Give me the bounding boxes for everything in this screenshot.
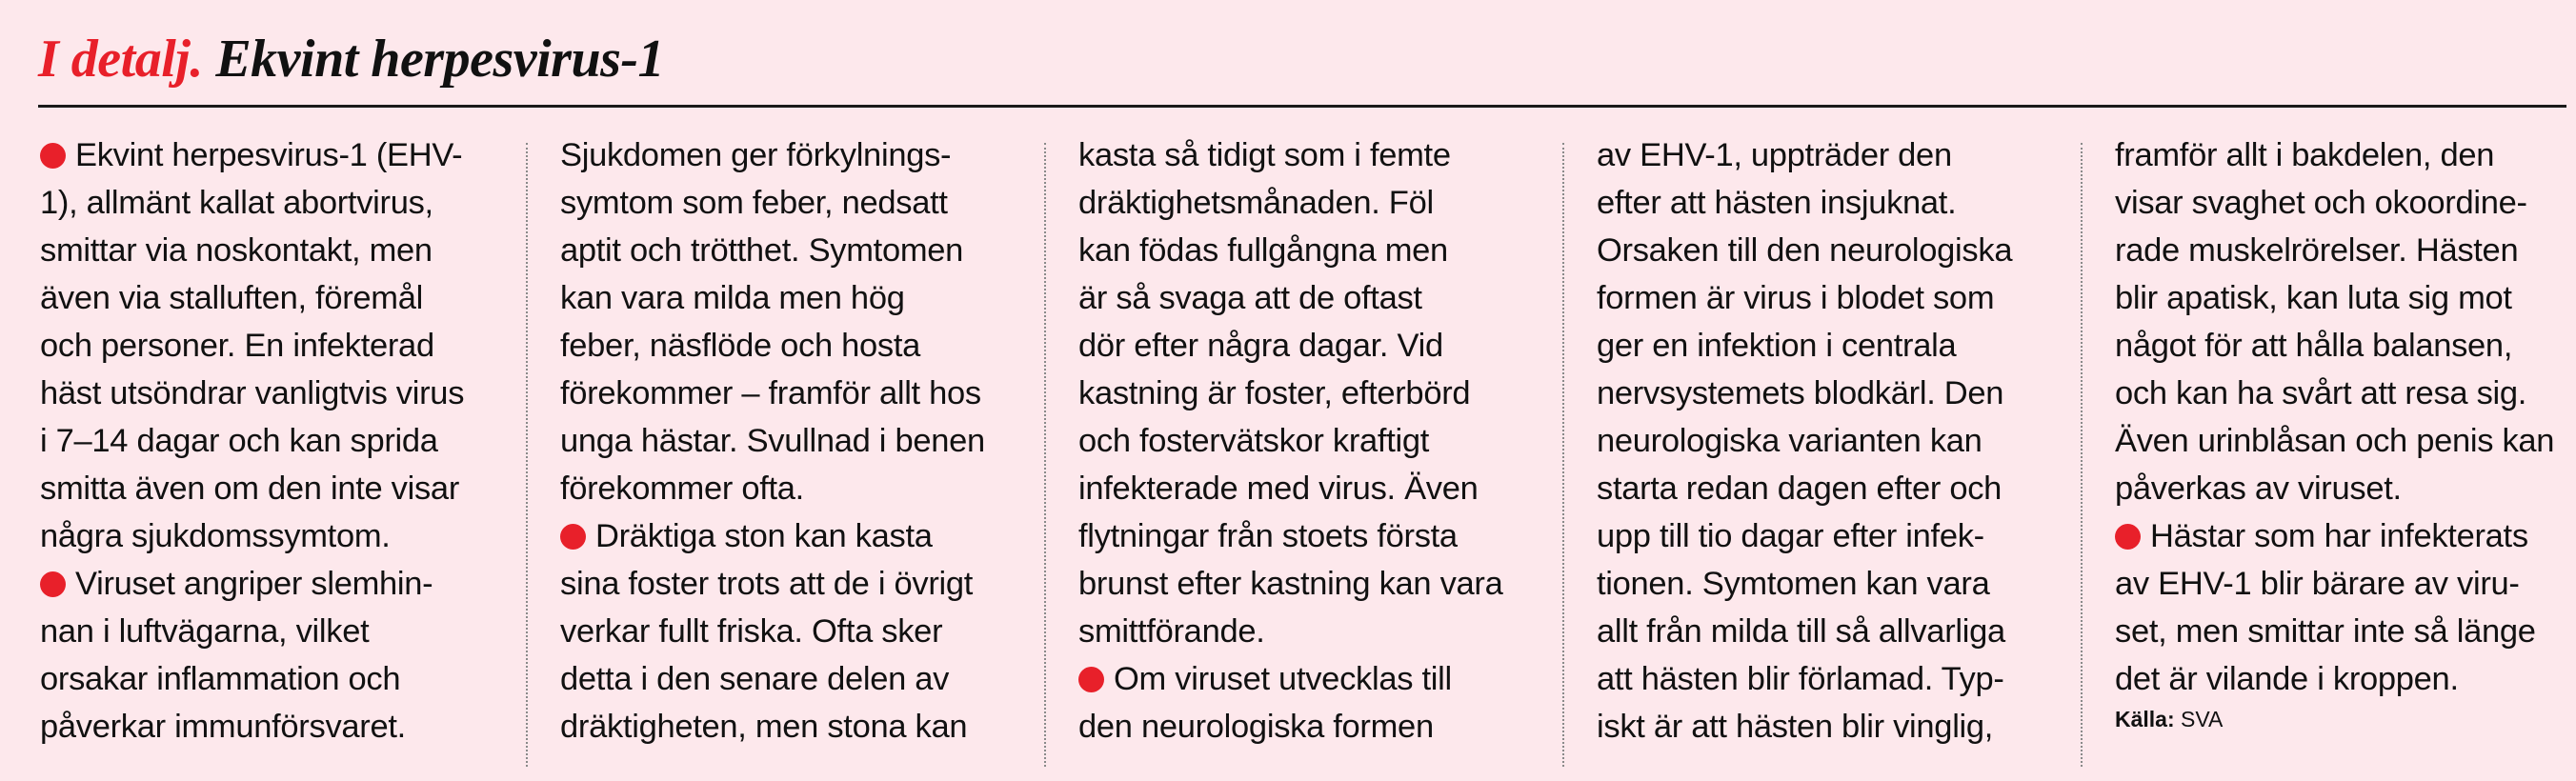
text-line bbox=[1597, 274, 2102, 322]
text-line bbox=[2115, 274, 2576, 322]
text-line bbox=[40, 370, 545, 417]
text-line bbox=[40, 560, 545, 608]
title-kicker: I detalj. bbox=[38, 30, 203, 89]
red-bullet-icon bbox=[1078, 667, 1104, 692]
text-line bbox=[560, 465, 1065, 512]
text-line bbox=[1597, 608, 2102, 655]
text-line bbox=[1597, 465, 2102, 512]
line-text: unga hästar. Svullnad i benen bbox=[560, 423, 985, 459]
text-line bbox=[560, 322, 1065, 370]
line-text: Viruset angriper slemhin- bbox=[75, 566, 433, 602]
line-text: dräktighetsmånaden. Föl bbox=[1078, 185, 1434, 221]
text-line bbox=[560, 417, 1065, 465]
text-line bbox=[1597, 131, 2102, 179]
text-line bbox=[40, 274, 545, 322]
line-text: och fostervätskor kraftigt bbox=[1078, 423, 1430, 459]
column-divider bbox=[2081, 143, 2083, 767]
text-line bbox=[40, 655, 545, 703]
line-text: 1), allmänt kallat abortvirus, bbox=[40, 185, 433, 221]
text-line bbox=[560, 131, 1065, 179]
text-line bbox=[1078, 322, 1583, 370]
text-line bbox=[1078, 560, 1583, 608]
text-line bbox=[2115, 655, 2576, 703]
line-text: aptit och trötthet. Symtomen bbox=[560, 232, 964, 269]
text-line bbox=[1078, 274, 1583, 322]
infobox-title bbox=[38, 21, 664, 97]
line-text: formen är virus i blodet som bbox=[1597, 280, 1995, 316]
line-text: och kan ha svårt att resa sig. bbox=[2115, 375, 2527, 411]
text-line bbox=[560, 179, 1065, 227]
line-text: sina foster trots att de i övrigt bbox=[560, 566, 974, 602]
text-line bbox=[2115, 131, 2576, 179]
text-line bbox=[2115, 322, 2576, 370]
line-text: Orsaken till den neurologiska bbox=[1597, 232, 2013, 269]
line-text: flytningar från stoets första bbox=[1078, 518, 1458, 554]
line-text: Hästar som har infekterats bbox=[2150, 518, 2528, 554]
text-line bbox=[2115, 465, 2576, 512]
line-text: verkar fullt friska. Ofta sker bbox=[560, 613, 943, 650]
text-line bbox=[2115, 512, 2576, 560]
text-line bbox=[1597, 179, 2102, 227]
line-text: i 7–14 dagar och kan sprida bbox=[40, 423, 438, 459]
text-column-5 bbox=[2115, 131, 2576, 735]
column-divider bbox=[526, 143, 528, 767]
line-text: av EHV-1 blir bärare av viru- bbox=[2115, 566, 2520, 602]
text-line bbox=[560, 560, 1065, 608]
text-line bbox=[40, 608, 545, 655]
line-text: Ekvint herpesvirus-1 (EHV- bbox=[75, 137, 463, 173]
column-divider bbox=[1562, 143, 1564, 767]
line-text: tionen. Symtomen kan vara bbox=[1597, 566, 1990, 602]
text-line bbox=[40, 131, 545, 179]
line-text: några sjukdomssymtom. bbox=[40, 518, 391, 554]
text-line bbox=[1078, 512, 1583, 560]
line-text: smitta även om den inte visar bbox=[40, 471, 460, 507]
line-text: infekterade med virus. Även bbox=[1078, 471, 1479, 507]
line-text: dräktigheten, men stona kan bbox=[560, 709, 968, 745]
text-line bbox=[1078, 465, 1583, 512]
text-column-2 bbox=[560, 131, 1065, 751]
line-text: smittförande. bbox=[1078, 613, 1265, 650]
text-line bbox=[2115, 417, 2576, 465]
title-headline: Ekvint herpesvirus-1 bbox=[215, 30, 665, 89]
text-line bbox=[1078, 179, 1583, 227]
line-text: kasta så tidigt som i femte bbox=[1078, 137, 1451, 173]
line-text: häst utsöndrar vanligtvis virus bbox=[40, 375, 465, 411]
line-text: ger en infektion i centrala bbox=[1597, 328, 1957, 364]
text-line bbox=[1597, 703, 2102, 751]
text-line bbox=[1597, 322, 2102, 370]
text-line bbox=[1597, 512, 2102, 560]
line-text: förekommer – framför allt hos bbox=[560, 375, 981, 411]
text-line bbox=[1078, 655, 1583, 703]
text-line bbox=[2115, 227, 2576, 274]
text-line bbox=[1078, 131, 1583, 179]
line-text: den neurologiska formen bbox=[1078, 709, 1434, 745]
text-line bbox=[560, 274, 1065, 322]
text-line bbox=[2115, 560, 2576, 608]
line-text: kan vara milda men hög bbox=[560, 280, 905, 316]
line-text: Dräktiga ston kan kasta bbox=[595, 518, 933, 554]
line-text: förekommer ofta. bbox=[560, 471, 804, 507]
text-line bbox=[560, 608, 1065, 655]
text-line bbox=[1597, 227, 2102, 274]
line-text: Sjukdomen ger förkylnings- bbox=[560, 137, 952, 173]
line-text: även via stalluften, föremål bbox=[40, 280, 423, 316]
text-line bbox=[1597, 655, 2102, 703]
column-divider bbox=[1044, 143, 1046, 767]
text-line bbox=[1078, 703, 1583, 751]
line-text: blir apatisk, kan luta sig mot bbox=[2115, 280, 2512, 316]
text-line bbox=[560, 655, 1065, 703]
red-bullet-icon bbox=[560, 524, 586, 550]
line-text: kastning är foster, efterbörd bbox=[1078, 375, 1471, 411]
line-text: dör efter några dagar. Vid bbox=[1078, 328, 1443, 364]
text-line bbox=[1078, 608, 1583, 655]
line-text: visar svaghet och okoordine- bbox=[2115, 185, 2527, 221]
source-name: SVA bbox=[2181, 707, 2224, 731]
line-text: det är vilande i kroppen. bbox=[2115, 661, 2459, 697]
text-line bbox=[40, 322, 545, 370]
line-text: iskt är att hästen blir vinglig, bbox=[1597, 709, 1994, 745]
line-text: rade muskelrörelser. Hästen bbox=[2115, 232, 2519, 269]
text-line bbox=[2115, 370, 2576, 417]
source-credit bbox=[2115, 703, 2576, 735]
text-column-1 bbox=[40, 131, 545, 751]
text-line bbox=[1078, 417, 1583, 465]
line-text: av EHV-1, uppträder den bbox=[1597, 137, 1952, 173]
red-bullet-icon bbox=[2115, 524, 2141, 550]
line-text: Om viruset utvecklas till bbox=[1114, 661, 1452, 697]
line-text: påverkas av viruset. bbox=[2115, 471, 2402, 507]
line-text: att hästen blir förlamad. Typ- bbox=[1597, 661, 2004, 697]
red-bullet-icon bbox=[40, 143, 66, 169]
text-line bbox=[1597, 560, 2102, 608]
line-text: feber, näsflöde och hosta bbox=[560, 328, 921, 364]
text-line bbox=[2115, 608, 2576, 655]
line-text: upp till tio dagar efter infek- bbox=[1597, 518, 1984, 554]
text-line bbox=[40, 512, 545, 560]
text-line bbox=[1597, 417, 2102, 465]
line-text: allt från milda till så allvarliga bbox=[1597, 613, 2005, 650]
line-text: starta redan dagen efter och bbox=[1597, 471, 2002, 507]
line-text: Även urinblåsan och penis kan bbox=[2115, 423, 2555, 459]
text-line bbox=[40, 703, 545, 751]
title-rule bbox=[38, 105, 2566, 108]
text-line bbox=[40, 179, 545, 227]
line-text: brunst efter kastning kan vara bbox=[1078, 566, 1503, 602]
text-column-4 bbox=[1597, 131, 2102, 751]
text-line bbox=[560, 512, 1065, 560]
text-line bbox=[560, 227, 1065, 274]
line-text: kan födas fullgångna men bbox=[1078, 232, 1448, 269]
text-line bbox=[560, 703, 1065, 751]
line-text: påverkar immunförsvaret. bbox=[40, 709, 406, 745]
line-text: orsakar inflammation och bbox=[40, 661, 401, 697]
line-text: och personer. En infekterad bbox=[40, 328, 434, 364]
line-text: detta i den senare delen av bbox=[560, 661, 950, 697]
line-text: symtom som feber, nedsatt bbox=[560, 185, 948, 221]
line-text: efter att hästen insjuknat. bbox=[1597, 185, 1957, 221]
line-text: nan i luftvägarna, vilket bbox=[40, 613, 370, 650]
text-line bbox=[560, 370, 1065, 417]
text-line bbox=[2115, 179, 2576, 227]
source-label: Källa: bbox=[2115, 707, 2175, 731]
line-text: är så svaga att de oftast bbox=[1078, 280, 1422, 316]
text-line bbox=[40, 417, 545, 465]
text-line bbox=[40, 227, 545, 274]
line-text: neurologiska varianten kan bbox=[1597, 423, 1982, 459]
text-line bbox=[1078, 370, 1583, 417]
line-text: smittar via noskontakt, men bbox=[40, 232, 433, 269]
line-text: framför allt i bakdelen, den bbox=[2115, 137, 2495, 173]
text-column-3 bbox=[1078, 131, 1583, 751]
line-text: set, men smittar inte så länge bbox=[2115, 613, 2536, 650]
line-text: något för att hålla balansen, bbox=[2115, 328, 2513, 364]
text-line bbox=[1597, 370, 2102, 417]
red-bullet-icon bbox=[40, 571, 66, 597]
text-line bbox=[40, 465, 545, 512]
text-line bbox=[1078, 227, 1583, 274]
line-text: nervsystemets blodkärl. Den bbox=[1597, 375, 2004, 411]
